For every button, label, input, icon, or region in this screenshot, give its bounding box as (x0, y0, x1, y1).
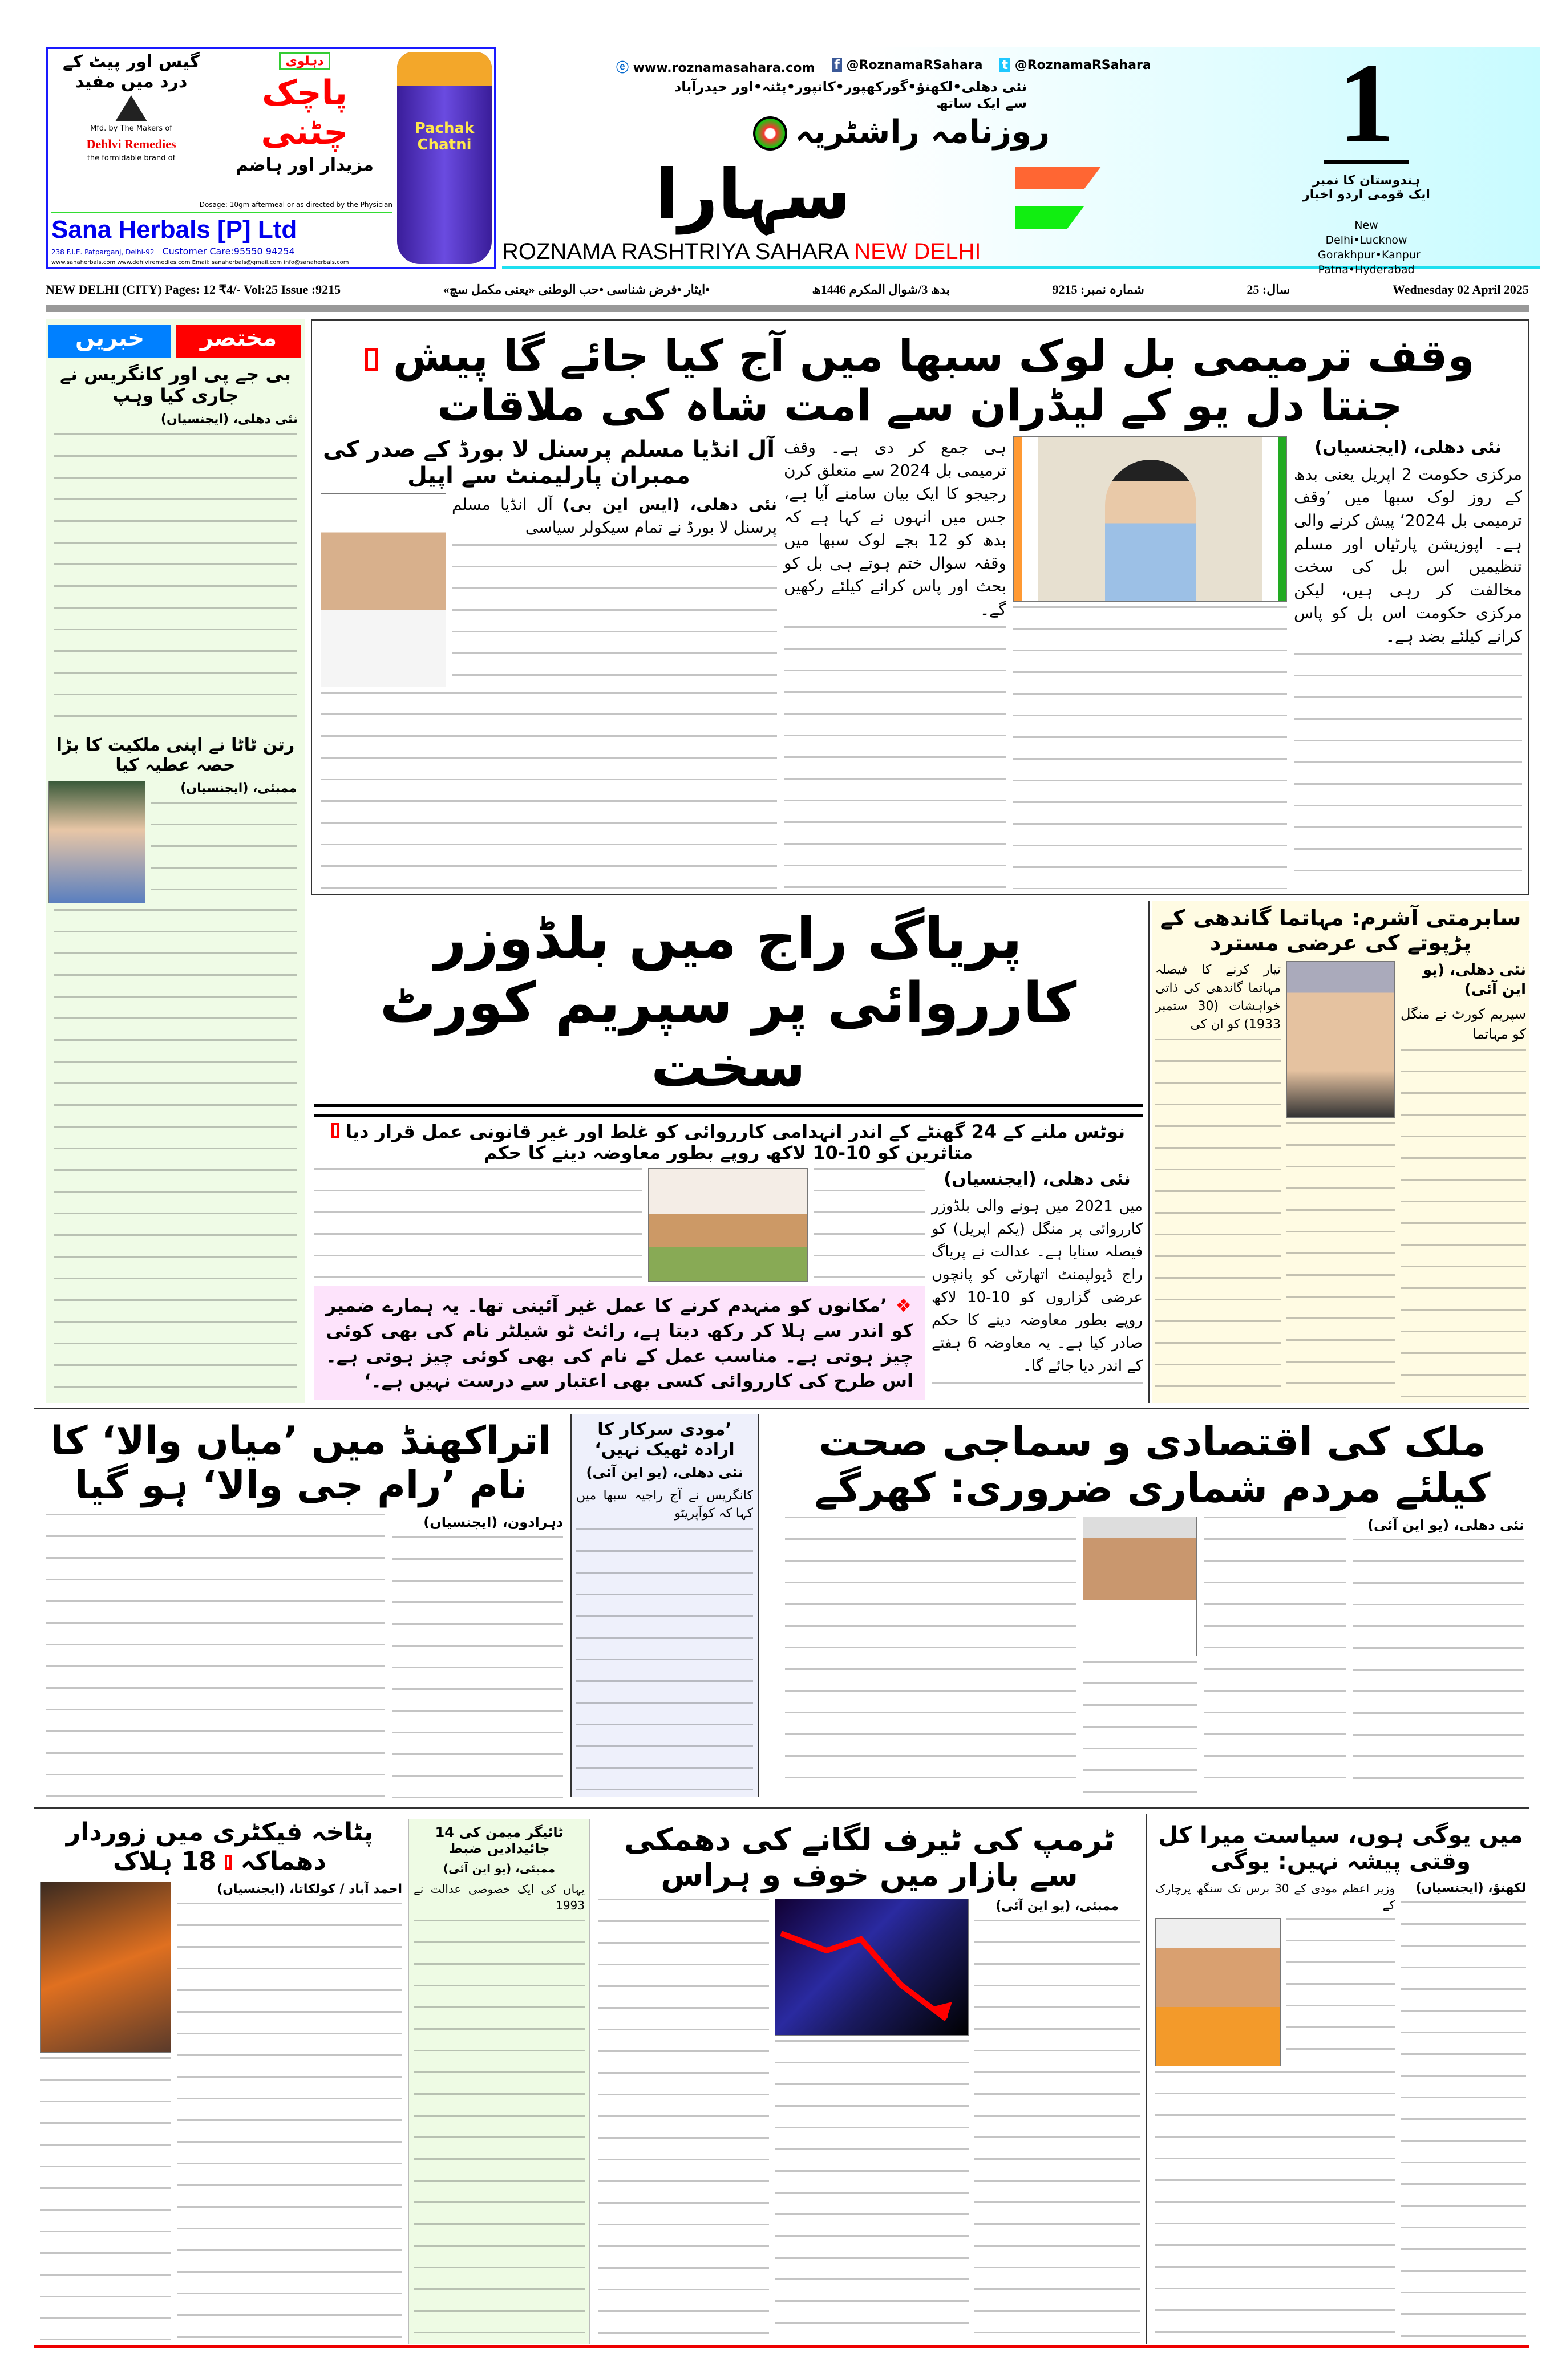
aimplb-headline[interactable]: آل انڈیا مسلم پرسنل لا بورڈ کے صدر کی ممبران پارلیمنٹ سے اپیل (322, 436, 775, 489)
ad-product-name: پاچک چٹنی (261, 73, 349, 153)
ad-dosage: Dosage: 10gm aftermeal or as directed by the Physician (199, 200, 392, 209)
social-bar (616, 58, 1151, 76)
cities: New Delhi•Lucknow Gorakhpur•Kanpur Patna•Hyderabad (1318, 219, 1421, 276)
sabarmati-dateline: نئی دهلی، (یو این آئی) (1423, 962, 1526, 999)
aimplb-president-photo (321, 493, 446, 687)
yogi-adityanath-photo (1155, 1918, 1281, 2066)
ad-address: 238 F.I.E. Patparganj, Delhi-92 (51, 248, 155, 257)
modi-box-headline[interactable]: ’مودی سرکار کا ارادہ ٹھیک نہیں‘ (594, 1420, 735, 1459)
hijri-date: بدھ 3/شوال المکرم 1446ھ (812, 282, 950, 297)
yogi-story (1152, 1814, 1529, 2344)
brief-dateline: ممبئی، (ایجنسیاں) (180, 781, 297, 796)
gregorian-date: Wednesday 02 April 2025 (1392, 282, 1529, 297)
yogi-headline[interactable]: میں یوگی ہوں، سیاست میرا کل وقتی پیشہ نہیں: یوگی (1158, 1822, 1523, 1875)
prayagraj-headline[interactable]: پریاگ راج میں بلڈوزر کارروائی پر سپریم کورٹ سخت (379, 906, 1077, 1100)
prayagraj-story (311, 901, 1150, 1403)
ad-maker-line: Mfd. by The Makers of (90, 124, 172, 133)
brief-dateline: نئی دهلی، (ایجنسیاں) (160, 412, 298, 427)
tiger-dateline: ممبئی، (یو این آئی) (443, 1862, 556, 1876)
trump-tariff-story (593, 1814, 1147, 2344)
tiger-intro: یہاں کی ایک خصوصی عدالت نے 1993 (414, 1882, 585, 1913)
ad-company: Sana Herbals [P] Ltd (51, 215, 297, 244)
facebook-link[interactable]: f @RoznamaRSahara (832, 58, 982, 76)
diamond-bullet-icon: ❖ (887, 1295, 913, 1316)
lead-dateline: نئی دهلی، (ایجنسیاں) (1314, 437, 1502, 457)
ad-product-jar: Pachak Chatni (397, 52, 492, 264)
ratan-tata-photo (48, 781, 145, 903)
english-name: ROZNAMA RASHTRIYA SAHARA NEW DELHI (502, 239, 981, 264)
number-one-emblem: 1 (1324, 47, 1409, 164)
supreme-court-photo (648, 1168, 808, 1282)
firecracker-story (34, 1814, 405, 2344)
trump-headline[interactable]: ٹرمپ کی ٹیرف لگانے کی دھمکی سے بازار میں خوف و ہراس (624, 1822, 1115, 1894)
falling-arrow-icon (775, 1899, 968, 2035)
twitter-link[interactable]: t @RoznamaRSahara (999, 58, 1151, 76)
paper-logo: سہارا (655, 155, 851, 234)
advertisement[interactable] (46, 47, 496, 269)
edition-info: NEW DELHI (CITY) Pages: 12 ₹4/- Vol:25 Issue :9215 (46, 282, 341, 297)
uttarakhand-dateline: دہرادون، (ایجنسیاں) (423, 1514, 563, 1531)
prayagraj-body: میں 2021 میں ہونے والی بلڈوزر کارروائی پر منگل (یکم اپریل) کو فیصلہ سنایا ہے۔ عدالت نے پریاگ راج ڈیولپمنٹ اتھارٹی کو پانچوں عرضی گزاروں کو 10-10 لاکھ روپے بطور معاوضہ دینے کا حکم صادر کیا ہے۔ یہ معاوضہ 6 ہفتے کے اندر دیا جائے گا۔ (932, 1197, 1143, 1375)
ad-contacts: www.sanaherbals.com www.dehlviremedies.com Email: sanaherbals@gmail.com info@sanaherbals.com (51, 259, 349, 266)
yogi-intro: وزیر اعظم مودی کے 30 برس تک سنگھ پرچارک کے (1155, 1882, 1395, 1912)
ad-maker: Dehlvi Remedies (86, 136, 176, 151)
lead-story (311, 319, 1529, 895)
brief-headline[interactable]: بی جے پی اور کانگریس نے جاری کیا وہپ (60, 363, 291, 406)
prayagraj-dateline: نئی دهلی، (ایجنسیاں) (944, 1169, 1131, 1189)
briefs-label-red: مختصر (176, 325, 301, 358)
ship-logo-icon (115, 95, 147, 121)
aimplb-intro: نئی دهلی، (ایس این بی) آل انڈیا مسلم پرسنل لا بورڈ نے تمام سیکولر سیاسی (452, 494, 777, 537)
year-urdu: سال: 25 (1247, 282, 1290, 297)
briefs-label-blue: خبریں (48, 325, 171, 358)
uttarakhand-headline[interactable]: اتراکھنڈ میں ’میاں والا‘ کا نام ’رام جی والا‘ ہو گیا (50, 1418, 552, 1509)
fire-photo (40, 1882, 171, 2053)
ad-maker-sub: the formidable brand of (87, 154, 176, 163)
ad-brand-badge: دہلوی (279, 52, 330, 70)
kiren-rijiju-photo (1013, 436, 1287, 602)
lead-intro: مرکزی حکومت 2 اپریل یعنی بدھ کے روز لوک سبھا میں ’وقف ترمیمی بل 2024‘ پیش کرنے والی ہے۔ اپوزیشن پارٹیاں اور مسلم تنظیمیں اس بل کی سخت مخالفت کر رہی ہیں، لیکن مرکزی حکومت اس بل کو پاس کرانے کیلئے بضد ہے۔ (1294, 464, 1522, 646)
website-link[interactable]: ⓔ www.roznamasahara.com (616, 61, 815, 75)
dateline-bar (46, 278, 1529, 301)
modi-box-intro: کانگریس نے آج راجیہ سبھا میں کہا کہ کوآپریٹو (576, 1488, 753, 1521)
modi-govt-box (570, 1414, 759, 1797)
trump-dateline: ممبئی، (یو این آئی) (995, 1899, 1119, 1914)
flag-orange (1015, 167, 1101, 189)
motto: •ایثار •فرض شناسی •حب الوطنی «یعنی مکمل سچ» (443, 282, 710, 297)
red-square-icon (225, 1855, 232, 1870)
masthead (502, 40, 1540, 276)
sabarmati-intro: سپریم کورٹ نے منگل کو مہاتما (1401, 1005, 1526, 1042)
census-story (776, 1414, 1529, 1802)
slogan: ہندوستان کا نمبر ایک قومی اردو اخبار (1302, 173, 1430, 202)
yogi-dateline: لکھنؤ، (ایجنسیاں) (1415, 1881, 1526, 1895)
red-square-icon (365, 348, 378, 371)
prayagraj-subhead: نوٹس ملنے کے 24 گھنٹے کے اندر انہدامی کارروائی کو غلط اور غیر قانونی عمل قرار دیا متاثرین کو 10-10 لاکھ روپے بطور معاوضہ دینے کا حکم (314, 1121, 1143, 1163)
firecracker-dateline: احمد آباد / کولکاتا، (ایجنسیاں) (217, 1882, 402, 1897)
tushar-gandhi-photo (1286, 961, 1395, 1118)
census-headline[interactable]: ملک کی اقتصادی و سماجی صحت کیلئے مردم شماری ضروری: کھرگے (814, 1418, 1491, 1511)
paper-subtitle: روزنامہ راشٹریہ (795, 113, 1050, 151)
firecracker-headline[interactable]: پٹاخہ فیکٹری میں زوردار دھماکہ 18 ہلاک (66, 1818, 374, 1876)
twitter-icon: t (999, 58, 1010, 72)
tiger-headline[interactable]: ٹائیگر میمن کی 14 جائیدادیں ضبط (435, 1824, 564, 1856)
sun-emblem-icon (753, 116, 787, 151)
kharge-photo (1083, 1517, 1197, 1656)
census-dateline: نئی دهلی، (یو این آئی) (1367, 1517, 1524, 1533)
flag-green (1015, 206, 1084, 229)
lead-headline[interactable]: وقف ترمیمی بل لوک سبھا میں آج کیا جائے گا پیش جنتا دل یو کے لیڈران سے امت شاہ کی ملاقات (318, 331, 1522, 431)
modi-box-dateline: نئی دهلی، (یو این آئی) (586, 1465, 743, 1481)
issue-urdu: شمارہ نمبر: 9215 (1052, 282, 1144, 297)
facebook-icon: f (832, 58, 842, 72)
briefs-column (46, 319, 305, 1403)
tiger-memon-box (408, 1819, 590, 2344)
ad-text-area (51, 52, 392, 266)
sabarmati-col2: تیار کرنے کا فیصلہ مہاتما گاندھی کی ذاتی خواہشات (30 ستمبر 1933) کو ان کی (1155, 963, 1281, 1032)
lead-col2: ہی جمع کر دی ہے۔ وقف ترمیمی بل 2024 سے متعلق کرن رجیجو کا ایک بیان سامنے آیا ہے، جس میں انہوں نے کہا ہے کہ بدھ کو 12 بجے لوک سبھا میں وقفہ سوال ختم ہوتے ہی بل کو بحث اور پاس کرانے کیلئے رکھیں گے۔ (784, 437, 1007, 619)
brief-headline[interactable]: رتن ٹاٹا نے اپنی ملکیت کا بڑا حصہ عطیہ کیا (56, 735, 295, 775)
prayagraj-quote: ❖ ’مکانوں کو منہدم کرنے کا عمل غیر آئینی تھا۔ یہ ہمارے ضمیر کو اندر سے ہلا کر رکھ دیتا ہے، رائٹ ٹو شیلٹر نام کی بھی کوئی چیز ہوتی ہے۔ مناسب عمل کے نام کی بھی کوئی چیز ہوتی ہے۔ اس طرح کی کارروائی کسی بھی اعتبار سے درست نہیں ہے۔‘ (314, 1286, 925, 1400)
stock-market-crash-photo (775, 1899, 969, 2036)
sabarmati-headline[interactable]: سابرمتی آشرم: مہاتما گاندھی کے پڑپوتے کی عرضی مسترد (1160, 905, 1521, 955)
editions-line: نئی دهلی•لکھنؤ•گورکھپور•کانپور•پٹنہ•اور حیدرآباد سے ایک ساتھ (674, 79, 1027, 111)
sabarmati-story (1152, 901, 1529, 1403)
red-square-icon (331, 1123, 339, 1138)
ad-benefit: مزیدار اور ہاضم (236, 155, 374, 176)
uttarakhand-story (34, 1414, 568, 1802)
ad-customer-care: Customer Care:95550 94254 (162, 246, 295, 257)
globe-icon: ⓔ (616, 61, 629, 75)
ad-tagline: گیس اور پیٹ کے درد میں مفید (63, 52, 200, 92)
